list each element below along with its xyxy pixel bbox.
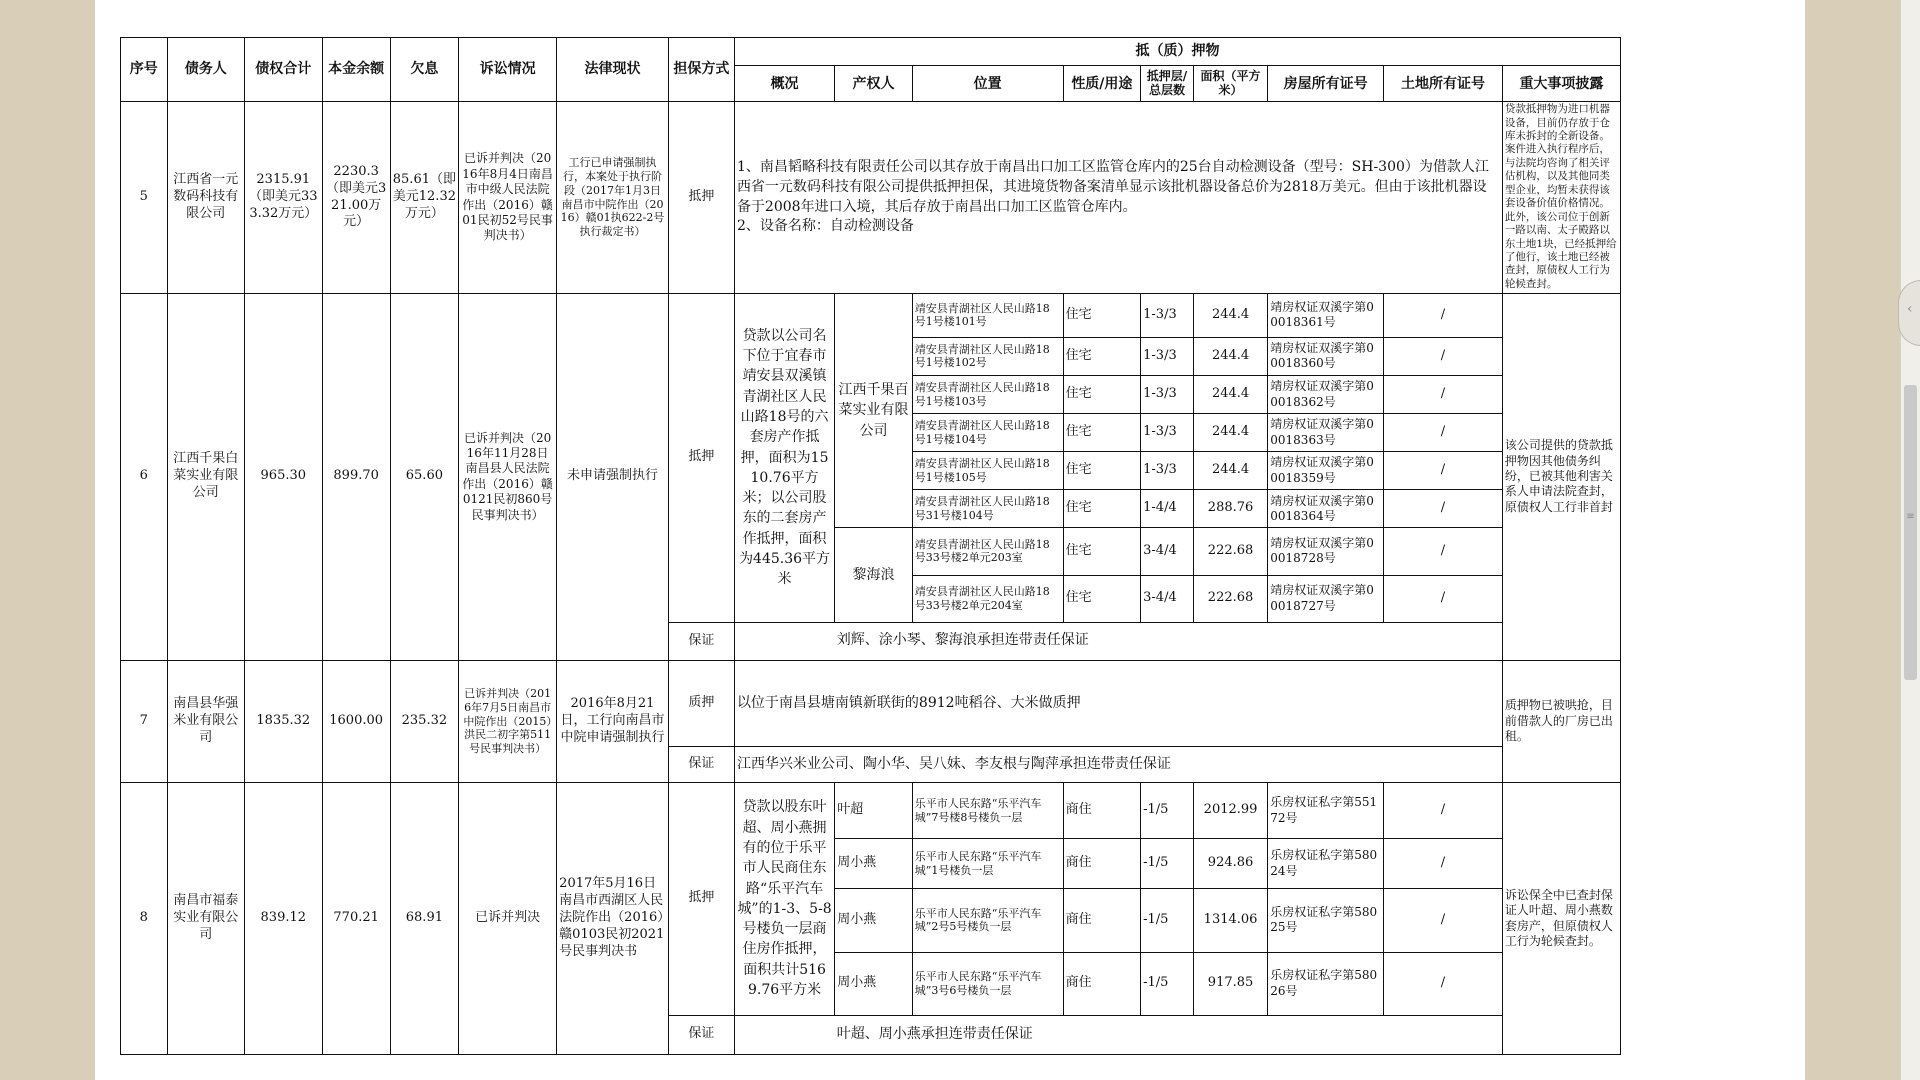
- land-cert-cell: /: [1384, 490, 1503, 528]
- header-total: 债权合计: [245, 38, 323, 102]
- overview-cell: 贷款以股东叶超、周小燕拥有的位于乐平市人民商住东路“乐平汽车城”的1-3、5-8号楼负一层商住房作抵押，面积共计5169.76平方米: [734, 783, 834, 1016]
- location-cell: 乐平市人民东路“乐平汽车城”3号6号楼负一层: [912, 952, 1063, 1015]
- land-cert-cell: /: [1384, 839, 1503, 889]
- usage-cell: 住宅: [1063, 452, 1141, 490]
- header-major: 重大事项披露: [1502, 66, 1620, 102]
- pledge-cell: 以位于南昌县塘南镇新联街的8912吨稻谷、大米做质押: [734, 660, 1502, 746]
- debtor-cell: 江西千果白菜实业有限公司: [167, 293, 245, 660]
- house-cert-cell: 乐房权证私字第55172号: [1268, 783, 1384, 839]
- area-cell: 244.4: [1193, 376, 1267, 414]
- principal-cell: 2230.3（即美元321.00万元）: [322, 102, 390, 294]
- header-location: 位置: [912, 66, 1063, 102]
- house-cert-cell: 靖房权证双溪字第00018363号: [1268, 414, 1384, 452]
- header-principal: 本金余额: [322, 38, 390, 102]
- debt-table: [120, 37, 1621, 1055]
- usage-cell: 商住: [1063, 783, 1141, 839]
- location-cell: 靖安县青湖社区人民山路18号1号楼104号: [912, 414, 1063, 452]
- land-cert-cell: /: [1384, 952, 1503, 1015]
- owner-cell: 黎海浪: [835, 528, 913, 622]
- overview-cell: 贷款以公司名下位于宜春市靖安县双溪镇青湖社区人民山路18号的六套房产作抵押，面积为1510.76平方米；以公司股东的二套房产作抵押，面积为445.36平方米: [734, 293, 834, 622]
- principal-cell: 899.70: [322, 293, 390, 660]
- header-legal: 法律现状: [557, 38, 669, 102]
- usage-cell: 住宅: [1063, 575, 1141, 622]
- house-cert-cell: 靖房权证双溪字第00018359号: [1268, 452, 1384, 490]
- house-cert-cell: 靖房权证双溪字第00018727号: [1268, 575, 1384, 622]
- interest-cell: 68.91: [390, 783, 458, 1055]
- location-cell: 乐平市人民东路“乐平汽车城”2号5号楼负一层: [912, 889, 1063, 952]
- location-cell: 靖安县青湖社区人民山路18号1号楼103号: [912, 376, 1063, 414]
- owner-cell: 周小燕: [835, 889, 913, 952]
- guarantors-cell: 叶超、周小燕承担连带责任保证: [835, 1015, 1503, 1054]
- usage-cell: 住宅: [1063, 293, 1141, 337]
- house-cert-cell: 靖房权证双溪字第00018362号: [1268, 376, 1384, 414]
- legal-cell: 2017年5月16日南昌市西湖区人民法院作出（2016）赣0103民初2021号民事判决书: [557, 783, 669, 1055]
- house-cert-cell: 乐房权证私字第58024号: [1268, 839, 1384, 889]
- header-area: 面积（平方米）: [1193, 66, 1267, 102]
- guarantee-cell: 保证: [668, 746, 734, 782]
- header-overview: 概况: [734, 66, 834, 102]
- debtor-cell: 南昌县华强米业有限公司: [167, 660, 245, 782]
- usage-cell: 商住: [1063, 889, 1141, 952]
- scrollbar-thumb[interactable]: [1904, 385, 1917, 680]
- area-cell: 244.4: [1193, 337, 1267, 375]
- header-owner: 产权人: [835, 66, 913, 102]
- floor-cell: 1-4/4: [1141, 490, 1194, 528]
- floor-cell: -1/5: [1141, 839, 1194, 889]
- major-disclosure-cell: 质押物已被哄抢，目前借款人的厂房已出租。: [1502, 660, 1620, 782]
- floor-cell: 3-4/4: [1141, 575, 1194, 622]
- collateral-item-2: 2、设备名称：自动检测设备: [736, 218, 914, 235]
- owner-cell: 周小燕: [835, 952, 913, 1015]
- table-row-6: [121, 293, 1621, 337]
- header-row-1: [121, 38, 1621, 66]
- interest-cell: 235.32: [390, 660, 458, 782]
- header-floor: 抵押层/总层数: [1141, 66, 1194, 102]
- land-cert-cell: /: [1384, 452, 1503, 490]
- interest-cell: 85.61（即美元12.32万元）: [390, 102, 458, 294]
- location-cell: 靖安县青湖社区人民山路18号1号楼101号: [912, 293, 1063, 337]
- principal-cell: 1600.00: [322, 660, 390, 782]
- owner-cell: 周小燕: [835, 839, 913, 889]
- usage-cell: 住宅: [1063, 376, 1141, 414]
- chevron-left-icon: ‹: [1907, 301, 1913, 317]
- litigation-cell: 已诉并判决（2016年11月28日南昌县人民法院作出（2016）赣0121民初860号民事判决书）: [458, 293, 556, 660]
- location-cell: 靖安县青湖社区人民山路18号33号楼2单元203室: [912, 528, 1063, 575]
- total-cell: 839.12: [245, 783, 323, 1055]
- house-cert-cell: 乐房权证私字第58025号: [1268, 889, 1384, 952]
- table-row-8: [121, 783, 1621, 839]
- floor-cell: 1-3/3: [1141, 414, 1194, 452]
- house-cert-cell: 靖房权证双溪字第00018728号: [1268, 528, 1384, 575]
- header-house-cert: 房屋所有证号: [1268, 66, 1384, 102]
- usage-cell: 住宅: [1063, 528, 1141, 575]
- usage-cell: 住宅: [1063, 414, 1141, 452]
- usage-cell: 住宅: [1063, 337, 1141, 375]
- seq-cell: 8: [121, 783, 168, 1055]
- blank-cell: [734, 1015, 834, 1054]
- header-land-cert: 土地所有证号: [1384, 66, 1503, 102]
- area-cell: 222.68: [1193, 575, 1267, 622]
- litigation-cell: 已诉并判决（2016年7月5日南昌市中院作出（2015）洪民二初字第511号民事判决书）: [458, 660, 556, 782]
- legal-cell: 2016年8月21日，工行向南昌市中院申请强制执行: [557, 660, 669, 782]
- land-cert-cell: /: [1384, 528, 1503, 575]
- house-cert-cell: 靖房权证双溪字第00018364号: [1268, 490, 1384, 528]
- header-interest: 欠息: [390, 38, 458, 102]
- area-cell: 1314.06: [1193, 889, 1267, 952]
- area-cell: 222.68: [1193, 528, 1267, 575]
- debtor-cell: 江西省一元数码科技有限公司: [167, 102, 245, 294]
- land-cert-cell: /: [1384, 889, 1503, 952]
- location-cell: 靖安县青湖社区人民山路18号1号楼105号: [912, 452, 1063, 490]
- location-cell: 靖安县青湖社区人民山路18号33号楼2单元204室: [912, 575, 1063, 622]
- land-cert-cell: /: [1384, 575, 1503, 622]
- area-cell: 924.86: [1193, 839, 1267, 889]
- table-row-7: [121, 660, 1621, 746]
- guarantors-cell: 刘辉、涂小琴、黎海浪承担连带责任保证: [835, 622, 1503, 660]
- area-cell: 244.4: [1193, 414, 1267, 452]
- floor-cell: 1-3/3: [1141, 293, 1194, 337]
- guarantee-cell: 抵押: [668, 293, 734, 622]
- house-cert-cell: 靖房权证双溪字第00018360号: [1268, 337, 1384, 375]
- floor-cell: -1/5: [1141, 952, 1194, 1015]
- location-cell: 靖安县青湖社区人民山路18号31号楼104号: [912, 490, 1063, 528]
- floor-cell: 1-3/3: [1141, 452, 1194, 490]
- header-debtor: 债务人: [167, 38, 245, 102]
- guarantee-cell: 保证: [668, 622, 734, 660]
- area-cell: 244.4: [1193, 452, 1267, 490]
- collateral-description: [734, 102, 1502, 294]
- location-cell: 乐平市人民东路“乐平汽车城”1号楼负一层: [912, 839, 1063, 889]
- land-cert-cell: /: [1384, 293, 1503, 337]
- area-cell: 917.85: [1193, 952, 1267, 1015]
- location-cell: 乐平市人民东路“乐平汽车城”7号楼8号楼负一层: [912, 783, 1063, 839]
- guarantee-cell: 抵押: [668, 783, 734, 1016]
- guarantors-cell: 江西华兴米业公司、陶小华、吴八妹、李友根与陶萍承担连带责任保证: [734, 746, 1502, 782]
- header-collateral-group: 抵（质）押物: [734, 38, 1620, 66]
- header-seq: 序号: [121, 38, 168, 102]
- usage-cell: 商住: [1063, 952, 1141, 1015]
- major-disclosure-cell: 贷款抵押物为进口机器设备，目前仍存放于仓库未拆封的全新设备。案件进入执行程序后，与法院均咨询了相关评估机构，以及其他同类型企业，均暂未获得该套设备价值价格情况。此外，该公司位于创新一路以南、太子殿路以东土地1块，已经抵押给了他行，该土地已经被查封，原债权人工行为轮候查封。: [1502, 102, 1620, 294]
- floor-cell: 1-3/3: [1141, 337, 1194, 375]
- guarantee-cell: 保证: [668, 1015, 734, 1054]
- vertical-scrollbar[interactable]: [1900, 0, 1920, 1080]
- usage-cell: 住宅: [1063, 490, 1141, 528]
- total-cell: 1835.32: [245, 660, 323, 782]
- owner-cell: 江西千果百菜实业有限公司: [835, 293, 913, 528]
- area-cell: 244.4: [1193, 293, 1267, 337]
- major-disclosure-cell: 诉讼保全中已查封保证人叶超、周小燕数套房产，但原债权人工行为轮候查封。: [1502, 783, 1620, 1055]
- legal-cell: 工行已申请强制执行，本案处于执行阶段（2017年1月3日南昌市中院作出（2016）赣01执622-2号执行裁定书）: [557, 102, 669, 294]
- usage-cell: 商住: [1063, 839, 1141, 889]
- principal-cell: 770.21: [322, 783, 390, 1055]
- debtor-cell: 南昌市福泰实业有限公司: [167, 783, 245, 1055]
- seq-cell: 6: [121, 293, 168, 660]
- land-cert-cell: /: [1384, 414, 1503, 452]
- seq-cell: 7: [121, 660, 168, 782]
- total-cell: 965.30: [245, 293, 323, 660]
- area-cell: 2012.99: [1193, 783, 1267, 839]
- major-disclosure-cell: 该公司提供的贷款抵押物因其他债务纠纷，已被其他利害关系人申请法院查封，原债权人工行非首封: [1502, 293, 1620, 660]
- litigation-cell: 已诉并判决（2016年8月4日南昌市中级人民法院作出（2016）赣01民初52号民事判决书）: [458, 102, 556, 294]
- land-cert-cell: /: [1384, 376, 1503, 414]
- litigation-cell: 已诉并判决: [458, 783, 556, 1055]
- land-cert-cell: /: [1384, 337, 1503, 375]
- collateral-item-1: 1、南昌韬略科技有限责任公司以其存放于南昌出口加工区监管仓库内的25台自动检测设备（型号：SH-300）为借款人江西省一元数码科技有限公司提供抵押担保，其进境货物备案清单显示该批机器设备总价为2818万美元。但由于该批机器设备于2008年进口入境，其后存放于南昌出口加工区监管仓库内。: [736, 159, 1489, 215]
- header-litigation: 诉讼情况: [458, 38, 556, 102]
- header-usage: 性质/用途: [1063, 66, 1141, 102]
- floor-cell: -1/5: [1141, 889, 1194, 952]
- guarantee-cell: 抵押: [668, 102, 734, 294]
- floor-cell: 3-4/4: [1141, 528, 1194, 575]
- land-cert-cell: /: [1384, 783, 1503, 839]
- table-row-5: [121, 102, 1621, 294]
- guarantee-cell: 质押: [668, 660, 734, 746]
- page-turn-tab[interactable]: [1898, 280, 1920, 346]
- area-cell: 288.76: [1193, 490, 1267, 528]
- legal-cell: 未申请强制执行: [557, 293, 669, 660]
- house-cert-cell: 靖房权证双溪字第00018361号: [1268, 293, 1384, 337]
- location-cell: 靖安县青湖社区人民山路18号1号楼102号: [912, 337, 1063, 375]
- interest-cell: 65.60: [390, 293, 458, 660]
- blank-cell: [734, 622, 834, 660]
- house-cert-cell: 乐房权证私字第58026号: [1268, 952, 1384, 1015]
- floor-cell: 1-3/3: [1141, 376, 1194, 414]
- scrollbar-grip-icon: ≡: [1906, 511, 1915, 522]
- header-guarantee: 担保方式: [668, 38, 734, 102]
- floor-cell: -1/5: [1141, 783, 1194, 839]
- owner-cell: 叶超: [835, 783, 913, 839]
- seq-cell: 5: [121, 102, 168, 294]
- total-cell: 2315.91（即美元333.32万元）: [245, 102, 323, 294]
